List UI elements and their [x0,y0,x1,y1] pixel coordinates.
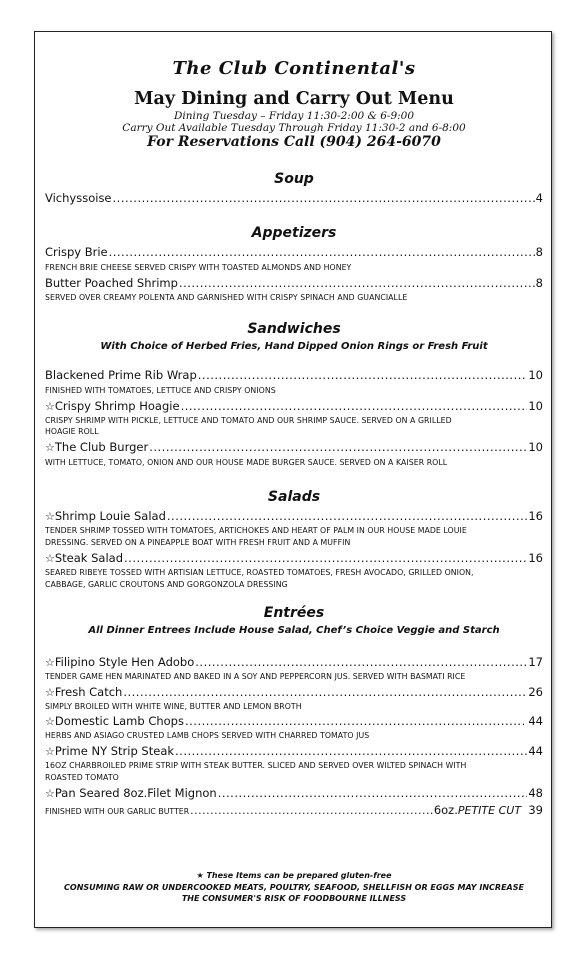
item-description: FRENCH BRIE CHEESE SERVED CRISPY WITH TOASTED ALMONDS AND HONEY [45,263,352,272]
item-name: Steak Salad [54,551,124,565]
food-warning-line1: CONSUMING RAW OR UNDERCOOKED MEATS, POULTRY, SEAFOOD, SHELLFISH OR EGGS MAY INCREASE [64,883,524,892]
item-name: Shrimp Louie Salad [54,509,166,523]
star-outline-icon: ☆ [45,510,55,523]
item-price: 26 [528,685,543,699]
item-description: CRISPY SHRIMP WITH PICKLE, LETTUCE AND TOMATO AND OUR SHRIMP SAUCE. SERVED ON A GRILLED [45,416,452,425]
menu-title: May Dining and Carry Out Menu [134,89,454,109]
item-name: Domestic Lamb Chops [54,714,184,728]
menu-item [45,276,543,290]
item-price: 10 [528,399,543,413]
star-outline-icon: ☆ [45,745,55,758]
item-description: CABBAGE, GARLIC CROUTONS AND GORGONZOLA DRESSING [45,580,288,589]
item-description: HOAGIE ROLL [45,427,99,436]
section-heading-soup: Soup [274,171,314,187]
gluten-free-note [0,871,588,880]
item-description: SEARED RIBEYE TOSSED WITH ARTISIAN LETTUCE, ROASTED TOMATOES, FRESH AVOCADO, GRILLED ONION, [45,568,474,577]
item-price: 16 [528,551,543,565]
petite-label: 6oz. [433,803,458,817]
item-name: The Club Burger [54,440,149,454]
item-name: Blackened Prime Rib Wrap [45,368,197,382]
item-name: Crispy Shrimp Hoagie [54,399,180,413]
item-price: 8 [535,276,543,290]
star-outline-icon: ☆ [45,400,55,413]
star-outline-icon: ☆ [45,552,55,565]
item-description: HERBS AND ASIAGO CRUSTED LAMB CHOPS SERVED WITH CHARRED TOMATO JUS [45,731,370,740]
petite-price: 39 [528,803,543,817]
item-name: Vichyssoise [45,191,112,205]
menu-item-petite [45,803,543,817]
reservations-line: For Reservations Call (904) 264-6070 [147,134,441,150]
item-description: DRESSING. SERVED ON A PINEAPPLE BOAT WITH FRESH FRUIT AND A MUFFIN [45,538,351,547]
menu-item [45,786,543,800]
menu-item [45,399,543,413]
item-description: FINISHED WITH OUR GARLIC BUTTER [45,807,190,816]
item-name: Pan Seared 8oz.Filet Mignon [54,786,217,800]
item-name: Prime NY Strip Steak [54,744,175,758]
menu-item [45,509,543,523]
star-outline-icon: ☆ [45,656,55,669]
item-price: 4 [535,191,543,205]
menu-item [45,191,543,205]
petite-cut-label: PETITE CUT [457,804,522,817]
entrees-note: All Dinner Entrees Include House Salad, Chef’s Choice Veggie and Starch [88,625,500,636]
sandwiches-note: With Choice of Herbed Fries, Hand Dipped Onion Rings or Fresh Fruit [100,341,488,352]
item-price: 48 [528,786,543,800]
item-price: 44 [528,744,543,758]
menu-item [45,368,543,382]
menu-item [45,551,543,565]
item-name: Crispy Brie [45,245,108,259]
item-price: 44 [528,714,543,728]
item-price: 10 [528,440,543,454]
star-outline-icon: ☆ [45,787,55,800]
item-description: FINISHED WITH TOMATOES, LETTUCE AND CRISPY ONIONS [45,386,276,395]
section-heading-salads: Salads [267,489,321,505]
item-description: 16OZ CHARBROILED PRIME STRIP WITH STEAK BUTTER. SLICED AND SERVED OVER WILTED SPINACH WITH [45,761,467,770]
item-name: Fresh Catch [54,685,123,699]
section-heading-entrees: Entrées [263,605,325,621]
item-description: ROASTED TOMATO [45,773,119,782]
star-outline-icon: ☆ [45,686,55,699]
item-name: Filipino Style Hen Adobo [54,655,195,669]
item-name: Butter Poached Shrimp [45,276,178,290]
item-description: TENDER SHRIMP TOSSED WITH TOMATOES, ARTICHOKES AND HEART OF PALM IN OUR HOUSE MADE LOUIE [45,526,467,535]
star-outline-icon: ☆ [45,715,55,728]
menu-item [45,655,543,669]
item-price: 8 [535,245,543,259]
menu-item [45,245,543,259]
item-price: 17 [528,655,543,669]
dining-hours: Dining Tuesday – Friday 11:30-2:00 & 6-9:00 [173,110,415,122]
star-outline-icon: ☆ [45,441,55,454]
item-price: 10 [528,368,543,382]
menu-item [45,714,543,728]
menu-item [45,440,543,454]
item-price: 16 [528,509,543,523]
section-heading-appetizers: Appetizers [251,225,337,241]
menu-item [45,744,543,758]
section-heading-sandwiches: Sandwiches [247,321,341,337]
item-description: WITH LETTUCE, TOMATO, ONION AND OUR HOUSE MADE BURGER SAUCE. SERVED ON A KAISER ROLL [45,458,448,467]
star-filled-icon: ★ [196,871,204,880]
restaurant-name: The Club Continental's [172,58,416,79]
menu-item [45,685,543,699]
item-description: TENDER GAME HEN MARINATED AND BAKED IN A SOY AND PEPPERCORN JUS. SERVED WITH BASMATI RICE [45,672,466,681]
gluten-note-text: These Items can be prepared gluten-free [206,871,392,880]
item-description: SERVED OVER CREAMY POLENTA AND GARNISHED WITH CRISPY SPINACH AND GUANCIALLE [45,293,408,302]
food-warning-line2: THE CONSUMER'S RISK OF FOODBOURNE ILLNESS [181,894,407,903]
item-description: SIMPLY BROILED WITH WHITE WINE, BUTTER AND LEMON BROTH [45,702,302,711]
carry-out-hours: Carry Out Available Tuesday Through Friday 11:30-2 and 6-8:00 [122,122,466,134]
